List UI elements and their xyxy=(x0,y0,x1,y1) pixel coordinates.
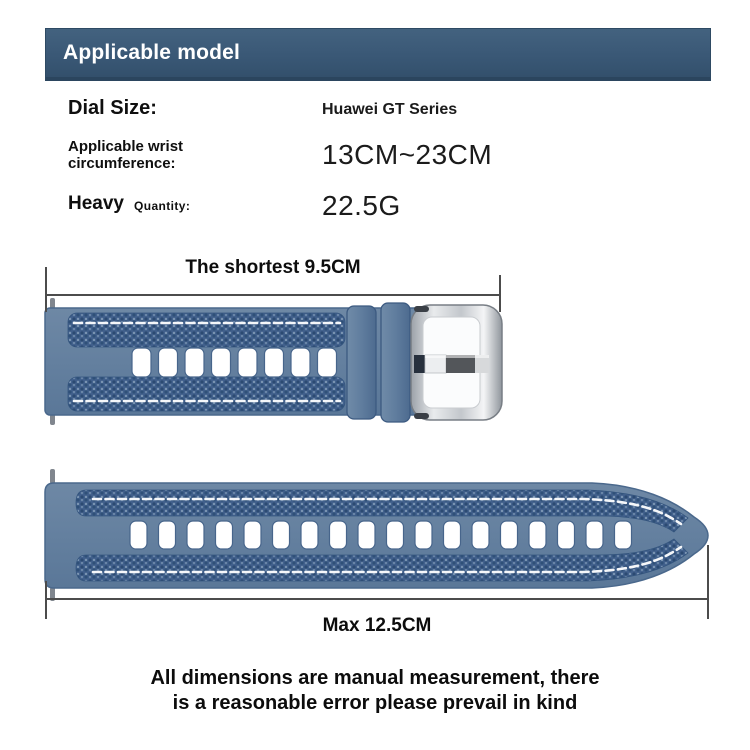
disclaimer-line-2: is a reasonable error please prevail in kind xyxy=(172,692,578,714)
dimension-line-top xyxy=(45,294,501,296)
spec-label-dial-size: Dial Size: xyxy=(68,97,157,119)
spec-value-weight: 22.5G xyxy=(322,190,401,221)
section-title: Applicable model xyxy=(63,41,241,64)
dimension-tick-bottom-right xyxy=(707,545,709,619)
spec-label-quantity: Quantity: xyxy=(134,199,191,213)
buckle-prong xyxy=(414,355,489,373)
dimension-tick-top-right xyxy=(499,275,501,312)
spec-value-dial-size: Huawei GT Series xyxy=(322,101,458,118)
disclaimer-line-1: All dimensions are manual measurement, there xyxy=(150,667,600,689)
long-strap-illustration xyxy=(40,460,720,605)
short-strap-illustration xyxy=(40,296,510,431)
dimension-tick-bottom-left xyxy=(45,581,47,619)
strap-keeper-loop-1 xyxy=(347,306,376,419)
spec-label-wrist-circumference: Applicable wrist circumference: xyxy=(68,138,184,172)
short-strap-dimension-label: The shortest 9.5CM xyxy=(185,257,361,278)
dimension-tick-top-left xyxy=(45,267,47,312)
disclaimer-text xyxy=(0,666,750,716)
strap-keeper-loop-2 xyxy=(381,303,410,422)
buckle-hinge-top xyxy=(414,306,429,312)
buckle-hinge-bottom xyxy=(414,413,429,419)
section-header-bar xyxy=(45,28,711,81)
spec-label-weight: Heavy xyxy=(68,193,124,214)
long-strap-dimension-label: Max 12.5CM xyxy=(322,615,432,636)
buckle xyxy=(411,305,502,420)
spec-value-wrist-circumference: 13CM~23CM xyxy=(322,139,493,170)
dimension-line-bottom xyxy=(45,598,709,600)
spring-bar-pin-top xyxy=(50,469,55,484)
short-strap-knit-panel-bottom xyxy=(68,377,345,411)
short-strap-knit-panel-top xyxy=(68,313,345,347)
